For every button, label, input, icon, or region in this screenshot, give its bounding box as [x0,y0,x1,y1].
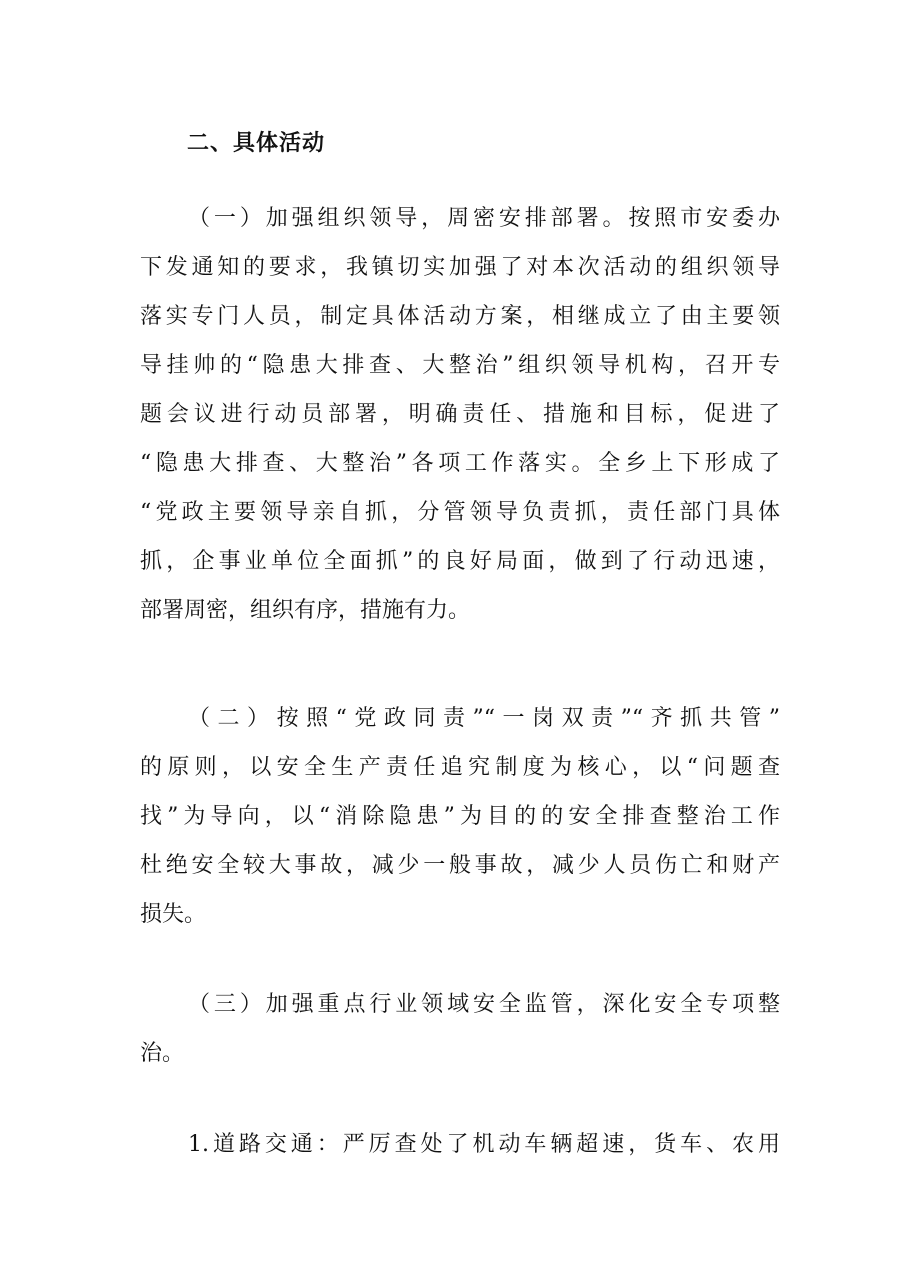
paragraph-line: 治。 [140,1041,185,1066]
paragraph-3 [140,980,780,1078]
paragraph-line: 导挂帅的“隐患大排查、大整治”组织领导机构，召开专 [140,353,780,378]
paragraph-4 [140,1120,780,1169]
paragraph-line: 部署周密，组织有序，措施有力。 [140,598,471,623]
section-heading: 二、具体活动 [187,131,326,156]
paragraph-line: 损失。 [140,902,207,927]
paragraph-line: 杜绝安全较大事故，减少一般事故，减少人员伤亡和财产 [140,853,780,878]
paragraph-line: 下发通知的要求，我镇切实加强了对本次活动的组织领导 [140,255,780,280]
paragraph-1 [140,194,780,635]
paragraph-line: 落实专门人员，制定具体活动方案，相继成立了由主要领 [140,304,780,329]
paragraph-line: “党政主要领导亲自抓，分管领导负责抓，责任部门具体 [140,500,780,525]
paragraph-line: “隐患大排查、大整治”各项工作落实。全乡上下形成了 [140,451,780,476]
paragraph-line: 的原则，以安全生产责任追究制度为核心，以“问题查 [140,755,780,780]
paragraph-line: 找”为导向，以“消除隐患”为目的的安全排查整治工作 [140,804,780,829]
paragraph-line: （三）加强重点行业领域安全监管，深化安全专项整 [188,992,780,1017]
paragraph-line: 题会议进行动员部署，明确责任、措施和目标，促进了 [140,402,780,427]
paragraph-2 [140,694,780,939]
paragraph-line: （二）按照“党政同责”“一岗双责”“齐抓共管” [188,706,780,731]
paragraph-line: （一）加强组织领导，周密安排部署。按照市安委办 [188,206,780,231]
paragraph-line: 抓，企事业单位全面抓”的良好局面，做到了行动迅速， [140,549,780,574]
paragraph-line: 1.道路交通：严厉查处了机动车辆超速，货车、农用 [188,1132,780,1157]
